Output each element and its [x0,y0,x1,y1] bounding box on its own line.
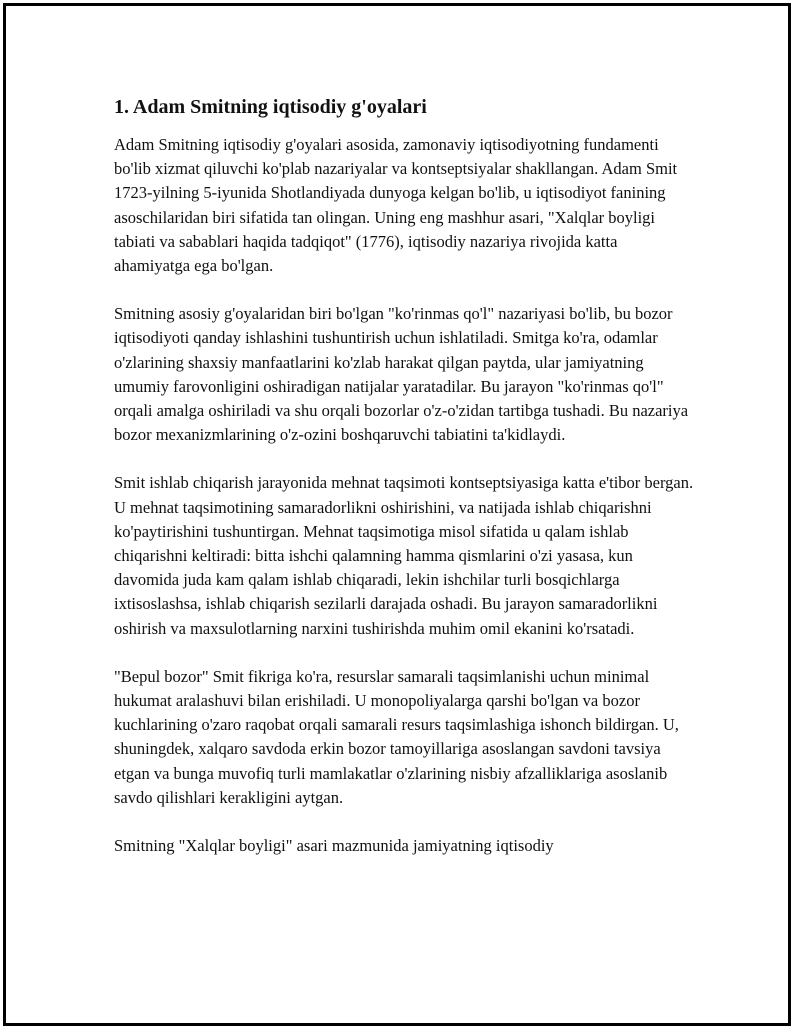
paragraph-intro: Adam Smitning iqtisodiy g'oyalari asosida, zamonaviy iqtisodiyotning fundamenti bo'lib xizmat qiluvchi ko'plab nazariyalar va kontseptsiyalar shakllangan. Adam Smit 1723-yilning 5-iyunida Shotlandiyada dunyoga kelgan bo'lib, u iqtisodiyot fanining asoschilaridan biri sifatida tan olingan. Uning eng mashhur asari, "Xalqlar boyligi tabiati va sabablari haqida tadqiqot" (1776), iqtisodiy nazariya rivojida katta ahamiyatga ega bo'lgan. [114,135,678,276]
document-body [114,94,694,882]
section-heading: 1. Adam Smitning iqtisodiy g'oyalari [114,96,427,118]
paragraph-invisible-hand: Smitning asosiy g'oyalaridan biri bo'lgan "ko'rinmas qo'l" nazariyasi bo'lib, bu bozor iqtisodiyoti qanday ishlashini tushuntirish uchun ishlatiladi. Smitga ko'ra, odamlar o'zlarining shaxsiy manfaatlarini ko'zlab harakat qilgan paytda, ular jamiyatning umumiy farovonligini oshiradigan natijalar yaratadilar. Bu jarayon "ko'rinmas qo'l" orqali amalga oshiriladi va shu orqali bozorlar o'z-o'zidan tartibga tushadi. Bu nazariya bozor mexanizmlarining o'z-ozini boshqaruvchi tabiatini ta'kidlaydi. [114,304,689,445]
paragraph-division-of-labor: Smit ishlab chiqarish jarayonida mehnat taqsimoti kontseptsiyasiga katta e'tibor bergan. U mehnat taqsimotining samaradorlikni oshirishini, va natijada ishlab chiqarishni ko'paytirishini tushuntirgan. Mehnat taqsimotiga misol sifatida u qalam ishlab chiqarishni keltiradi: bitta ishchi qalamning hamma qismlarini o'zi yasasa, kun davomida juda kam qalam ishlab chiqaradi, lekin ishchilar turli bosqichlarga ixtisoslashsa, ishlab chiqarish sezilarli darajada oshadi. Bu jarayon samaradorlikni oshirish va maxsulotlarning narxini tushirishda muhim omil ekanini ko'rsatadi. [114,473,694,638]
paragraph-free-market: "Bepul bozor" Smit fikriga ko'ra, resurslar samarali taqsimlanishi uchun minimal hukumat aralashuvi bilan erishiladi. U monopoliyalarga qarshi bo'lgan va bozor kuchlarining o'zaro raqobat orqali samarali resurs taqsimlashiga ishonch bildirgan. U, shuningdek, xalqaro savdoda erkin bozor tamoyillariga asoslangan savdoni tavsiya etgan va bunga muvofiq turli mamlakatlar o'zlarining nisbiy afzalliklariga asoslanib savdo qilishlari kerakligini aytgan. [114,666,679,807]
paragraph-wealth-of-nations: Smitning "Xalqlar boyligi" asari mazmunida jamiyatning iqtisodiy [114,836,554,856]
